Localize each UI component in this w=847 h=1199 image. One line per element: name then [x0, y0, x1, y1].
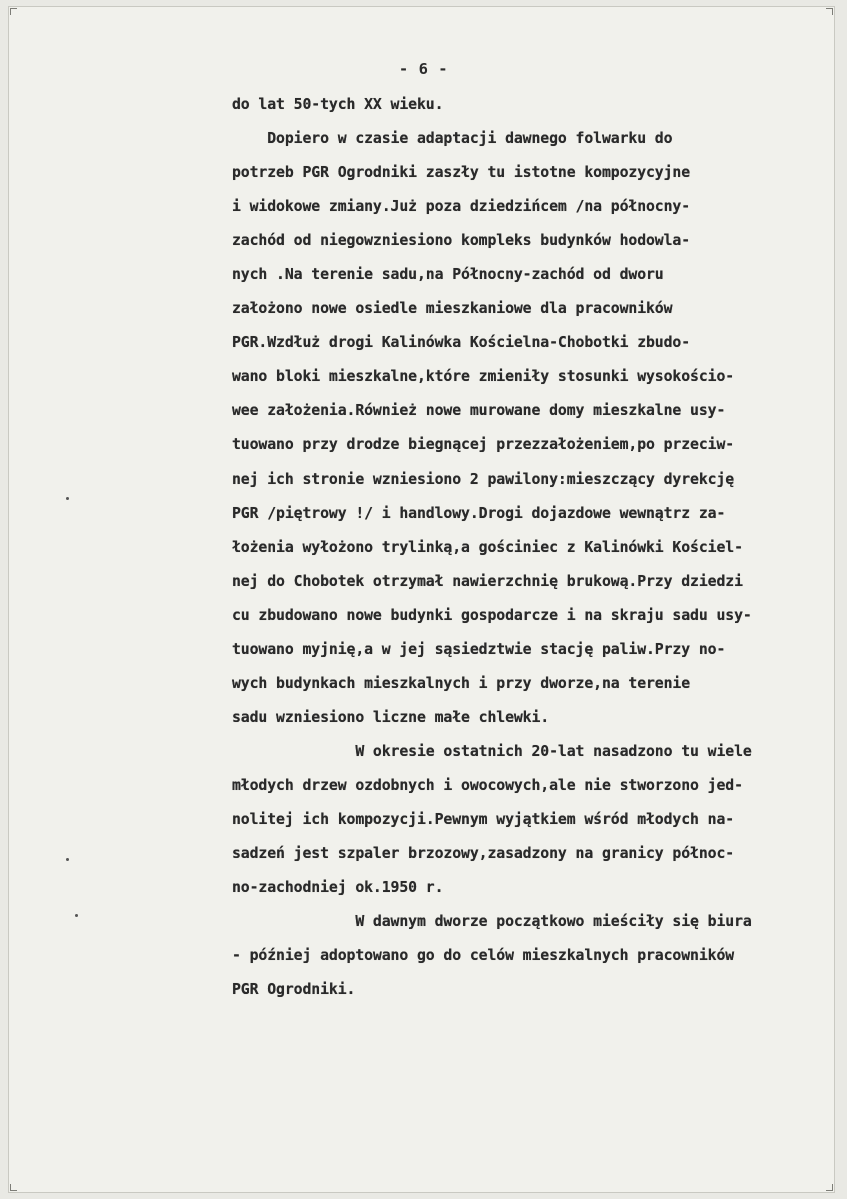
text-line: no-zachodniej ok.1950 r.	[232, 879, 444, 897]
text-line: PGR.Wzdłuż drogi Kalinówka Kościelna-Chobotki zbudo-	[232, 334, 691, 352]
corner-mark	[10, 1184, 17, 1191]
text-line: nej do Chobotek otrzymał nawierzchnię brukową.Przy dziedzi	[232, 572, 743, 590]
text-line: nych .Na terenie sadu,na Północny-zachód od dworu	[232, 266, 664, 284]
text-line: sadu wzniesiono liczne małe chlewki.	[232, 708, 550, 726]
text-line: W dawnym dworze początkowo mieściły się biura	[232, 913, 752, 931]
page-number: - 6 -	[398, 60, 449, 78]
text-line: zachód od niegowzniesiono kompleks budynków hodowla-	[232, 232, 691, 250]
text-line: sadzeń jest szpaler brzozowy,zasadzony na granicy północ-	[232, 845, 735, 863]
text-line: młodych drzew ozdobnych i owocowych,ale nie stworzono jed-	[232, 776, 743, 794]
margin-dot	[66, 497, 69, 500]
text-line: potrzeb PGR Ogrodniki zaszły tu istotne kompozycyjne	[232, 164, 691, 182]
text-line: PGR /piętrowy !/ i handlowy.Drogi dojazdowe wewnątrz za-	[232, 504, 726, 522]
text-line: do lat 50-tych XX wieku.	[232, 96, 444, 113]
text-line: wee założenia.Również nowe murowane domy mieszkalne usy-	[232, 402, 726, 420]
corner-mark	[826, 1184, 833, 1191]
text-line: W okresie ostatnich 20-lat nasadzono tu wiele	[232, 742, 752, 760]
corner-mark	[826, 8, 833, 15]
text-line: łożenia wyłożono trylinką,a gościniec z Kalinówki Kościel-	[232, 538, 743, 556]
text-line: tuowano przy drodze biegnącej przezzałożeniem,po przeciw-	[232, 436, 735, 454]
text-line: cu zbudowano nowe budynki gospodarcze i na skraju sadu usy-	[232, 606, 752, 624]
text-line: założono nowe osiedle mieszkaniowe dla pracowników	[232, 300, 673, 318]
text-line: i widokowe zmiany.Już poza dziedzińcem /na północny-	[232, 198, 691, 216]
text-line: wych budynkach mieszkalnych i przy dworze,na terenie	[232, 674, 691, 692]
margin-dot	[75, 914, 78, 917]
corner-mark	[10, 8, 17, 15]
text-line: - później adoptowano go do celów mieszkalnych pracowników	[232, 947, 735, 965]
text-line: PGR Ogrodniki.	[232, 981, 356, 999]
text-line: nolitej ich kompozycji.Pewnym wyjątkiem wśród młodych na-	[232, 810, 735, 828]
text-line: nej ich stronie wzniesiono 2 pawilony:mieszczący dyrekcję	[232, 470, 735, 488]
text-line: wano bloki mieszkalne,które zmieniły stosunki wysokościo-	[232, 368, 735, 386]
margin-dot	[66, 858, 69, 861]
typewritten-text	[232, 88, 817, 1007]
text-line: tuowano myjnię,a w jej sąsiedztwie stację paliw.Przy no-	[232, 640, 726, 658]
text-line: Dopiero w czasie adaptacji dawnego folwarku do	[232, 130, 673, 148]
